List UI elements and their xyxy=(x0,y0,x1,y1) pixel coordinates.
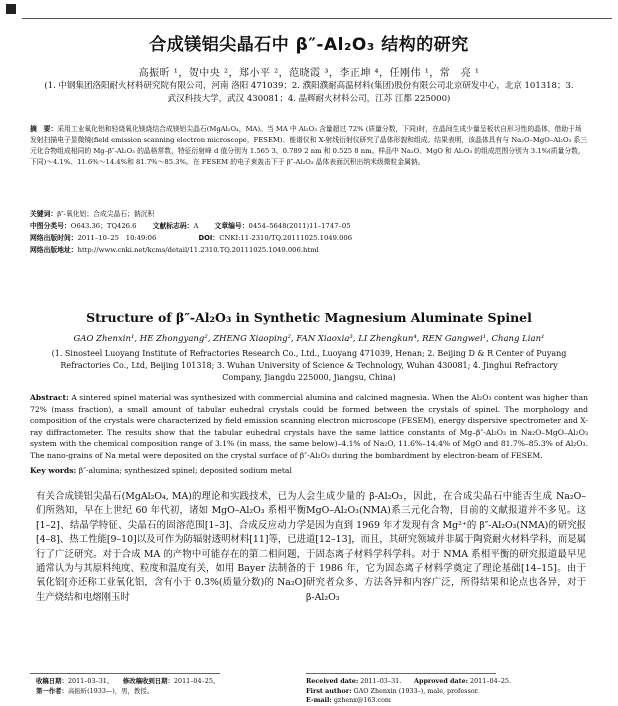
publication-line xyxy=(30,233,590,243)
keywords-english-text: β″-alumina; synthesized spinel; deposited sodium metal xyxy=(78,466,292,475)
received-label-en: Received date: xyxy=(306,677,359,685)
affiliation-chinese: (1. 中钢集团洛阳耐火材料研究院有限公司，河南 洛阳 471039；2. 濮阳濮耐高温材料(集团)股份有限公司北京研发中心，北京 101318；3. 武汉科技大学，武汉 430081；4. 晶辉耐火材料公司，江苏 江都 225000) xyxy=(44,81,574,104)
footnote-left xyxy=(36,677,298,696)
footnote-left-dates xyxy=(36,677,298,687)
keywords-chinese-text: β″-氧化铝；合成尖晶石；钠沉积 xyxy=(57,210,155,218)
abstract-english-label: Abstract: xyxy=(30,393,69,402)
url-value[interactable]: http://www.cnki.net/kcms/detail/11.2310.TQ.20111025.1049.006.html xyxy=(77,246,319,254)
author-value-cn: 高振昕(1933—)，男，教授。 xyxy=(67,686,154,695)
abstract-chinese-text: 采用工业氧化铝和轻烧氧化镁烧结合成镁铝尖晶石(MgAl₂O₄，MA)。当 MA 中 Al₂O₃ 含量超过 72% (质量分数，下同)时，在晶间生成少量呈板状自形习性的晶体，借助于场发射扫描电子显微镜(field emission scanning electron microscope，FESEM)、能谱仪和 X-射线衍射仪研究了晶体形貌和组成。结果表明，该晶体具有与 Na₂O–MgO–Al₂O₃ 系三元化合物组成相同的 Mg–β″-Al₂O₃ 的晶格常数，特征衍射峰 d 值分别为 1.565 3、0.789 2 nm 和 0.525 8 nm。样品中 Na₂O、MgO 和 Al₂O₃ 的组成范围分别为 3.1%(质量分数，下同)～4.1%、11.6%～14.4%和 81.7%～85.3%。在 FESEM 的电子束轰击下于 β″-Al₂O₃ 晶体表面沉积出纳米级微粒金属钠。 xyxy=(30,125,588,166)
received-value-cn: 2011–03–31。 xyxy=(67,677,111,685)
clc-value: O643.36；TQ426.6 xyxy=(70,222,137,230)
author-label-cn: 第一作者： xyxy=(36,686,68,695)
body-column-right: 会生成少量的 β-Al₂O₃，因此，在合成尖晶石中能否生成 Na₂O–MgO–Al₂O₃(NMA)系三元化合物，目前的文献报道并不多见。这是因为直到 1969 年才发现有含 Mg²⁺的 β″-Al₂O₃(NMA)的研究报道[12–13]，而且，其研究领域并非属于陶瓷耐火材料学科，而是属于固态离子材料学科学科。对于 NMA 系相平衡的研究报道最早见于 1986 年，它为固态离子材料学奠定了理论基础[14–15]。由于研究者众多、方法各异和内容广泛，所得结果和论点也各异，对于 β-Al₂O₃ xyxy=(306,491,586,603)
keywords-chinese-label: 关键词： xyxy=(30,210,58,218)
keywords-english xyxy=(30,466,588,475)
title-english: Structure of β″-Al₂O₃ in Synthetic Magnesium Aluminate Spinel xyxy=(86,310,532,325)
footnote-right-author xyxy=(306,687,588,697)
url-line xyxy=(30,245,590,255)
footnote-right-dates xyxy=(306,677,588,687)
title-chinese: 合成镁铝尖晶石中 β″-Al₂O₃ 结构的研究 xyxy=(149,35,469,55)
revised-label-cn: 修改稿收到日期： xyxy=(122,677,174,685)
abstract-chinese-label: 摘 要： xyxy=(30,125,58,133)
footnote-right xyxy=(306,677,588,706)
doi-label: DOI： xyxy=(198,234,220,242)
author-label-en: First author: xyxy=(306,686,352,695)
email-value[interactable]: gzhenx@163.com xyxy=(333,696,391,704)
corner-mark xyxy=(6,4,16,14)
affiliation-english: (1. Sinosteel Luoyang Institute of Refractories Research Co., Ltd., Luoyang 471039, Henan; 2. Beijing D & R Center of Puyang Refractories Co., Ltd, Beijing 101318; 3. Wuhan University of Science & Technology, Wuhan 430081; 4. Jinghui Refractory Company, Jiangdu 225000, Jiangsu, China) xyxy=(51,349,567,382)
doc-code-label: 文献标志码： xyxy=(152,222,194,230)
article-no-label: 文章编号： xyxy=(214,222,249,230)
article-no-value: 0454–5648(2011)11–1747–05 xyxy=(248,222,351,230)
footnote-rule-right xyxy=(306,673,496,674)
clc-label: 中图分类号： xyxy=(30,222,71,230)
approved-label-en: Approved date: xyxy=(414,677,468,685)
abstract-chinese xyxy=(30,124,588,168)
footnote-rule-left xyxy=(30,673,220,674)
footnote-right-email xyxy=(306,696,588,706)
abstract-english-text: A sintered spinel material was synthesized with commercial alumina and calcined magnesia. When the Al₂O₃ content was higher than 72% (mass fraction), a small amount of tabular euhedral crystals could be formed between the crystals of spinel. The morphology and composition of the crystals were characterized by field emission scanning electron microscope (FESEM), energy dispersive spectrometer and X-ray diffractometer. The results show that the tabular euhedral crystals have the same lattice constants of Mg–β″-Al₂O₃ in Na₂O–MgO–Al₂O₃ system with the chemical composition range of 3.1% (in mass, the same below)–4.1% of Na₂O, 11.6%–14.4% of MgO and 81.7%–85.3% of Al₂O₃. The nano-grains of Na metal were deposited on the crystal surface of β″-Al₂O₃ during the bombardment by electron-beam of FESEM. xyxy=(30,393,588,460)
footnote-left-author xyxy=(36,687,298,697)
classification-line xyxy=(30,221,590,231)
revised-value-cn: 2011–04–25。 xyxy=(173,677,220,685)
header-rule xyxy=(22,18,612,19)
doc-code-value: A xyxy=(193,222,199,230)
doi-value: CNKI:11-2310/TQ.20111025.1049.006 xyxy=(219,234,353,242)
author-value-en: GAO Zhenxin (1933–), male, professor. xyxy=(353,686,479,695)
authors-english: GAO Zhenxin¹, HE Zhongyang², ZHENG Xiaoping², FAN Xiaoxia³, LI Zhengkun⁴, REN Gangwei¹, Chang Lian¹ xyxy=(73,334,545,344)
received-value-en: 2011–03–31. xyxy=(360,677,402,685)
abstract-english xyxy=(30,392,588,461)
keywords-chinese xyxy=(30,209,590,219)
approved-value-en: 2011–04–25. xyxy=(470,677,511,685)
body-column-left: 有关合成镁铝尖晶石(MgAl₂O₄, MA)的理论和实践技术，已为人们所熟知，早在上世纪 60 年代初，诸如 MgO–Al₂O₃ 系相平衡[1–2]、结晶学特征、尖晶石的固溶范围[1–3]、合成反应动力学[4–8]、热工性能[9–10]以及可作为防辐射透明材料[11]等，已进行了广泛研究。对于合成 MA 的产物中可能存在的第二相问题，通常认为与其原料纯度、粒度和温度有关，如用 Bayer 法制备的氧化铝[亦还称工业氧化铝，含有小于 0.3%(质量分数)的 Na₂O]生产烧结和电熔刚玉时 xyxy=(36,491,306,603)
keywords-english-label: Key words: xyxy=(30,466,77,475)
pub-date-value: 2011–10–25 10:49:06 xyxy=(77,234,157,242)
pub-date-label: 网络出版时间： xyxy=(30,234,78,242)
authors-chinese: 高振昕 ¹，贺中央 ²，郑小平 ²，范晓霞 ³，李正坤 ⁴，任刚伟 ¹，常 亮 ¹ xyxy=(138,68,480,79)
email-label: E-mail: xyxy=(306,696,332,704)
url-label: 网络出版地址： xyxy=(30,246,78,254)
received-label-cn: 收稿日期： xyxy=(36,677,68,685)
